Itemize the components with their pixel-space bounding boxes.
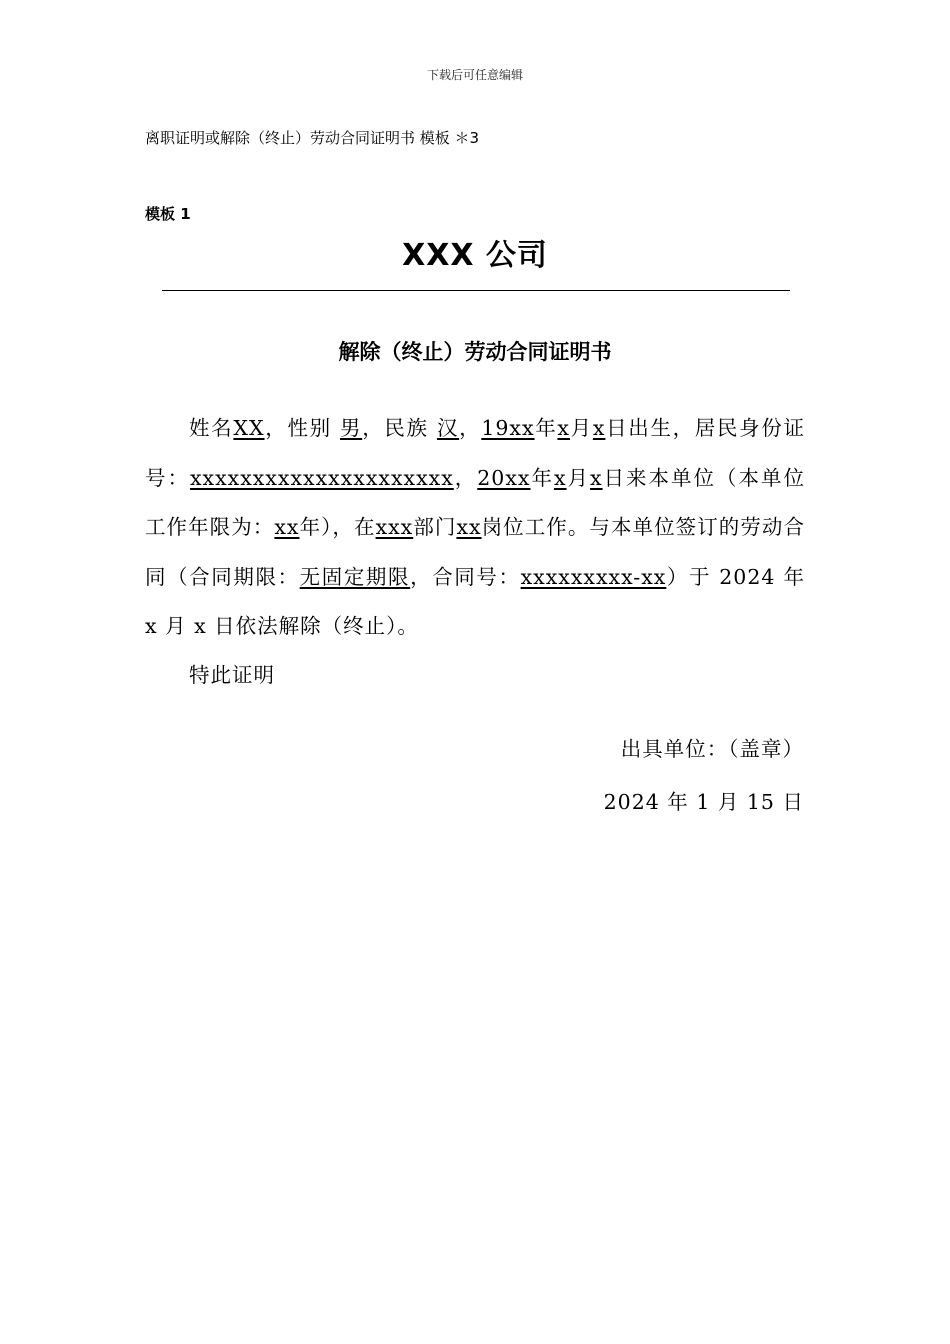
body-text-segment: ，民族 xyxy=(362,416,437,440)
birth-day-field: x xyxy=(592,416,606,440)
issuer-stamp-line: 出具单位：（盖章） xyxy=(620,737,804,761)
body-text-segment: ）于 2024 年 x 月 x 日依法解除（终止）。 xyxy=(145,564,806,638)
body-text-segment: 岗位工作。与本单位签订的劳动合同（合同期限： xyxy=(145,515,805,589)
employee-name-field: XX xyxy=(233,416,265,440)
birth-year-field: 19xx xyxy=(481,416,535,440)
company-name: XXX 公司 xyxy=(402,238,548,273)
body-text-segment: ， xyxy=(459,416,482,440)
join-day-field: x xyxy=(590,465,603,490)
body-text-segment: 部门 xyxy=(413,515,457,539)
document-title: 离职证明或解除（终止）劳动合同证明书 模板 ＊3 xyxy=(145,129,480,147)
header-divider xyxy=(162,290,790,291)
body-text-segment: 年 xyxy=(534,416,558,440)
body-text-segment: 年），在 xyxy=(299,515,376,539)
body-text-segment: 年 xyxy=(530,465,554,490)
template-label: 模板 1 xyxy=(145,205,191,223)
body-text-segment: ，合同号： xyxy=(410,564,521,589)
body-text-segment: 姓名 xyxy=(189,416,234,440)
gender-field: 男 xyxy=(340,416,363,440)
department-field: xxx xyxy=(375,515,414,539)
contract-term-field: 无固定期限 xyxy=(299,564,411,589)
body-text-segment: 月 xyxy=(569,416,593,440)
closing-statement: 特此证明 xyxy=(189,663,275,687)
issue-date: 2024 年 1 月 15 日 xyxy=(603,790,804,814)
join-year-field: 20xx xyxy=(477,465,531,490)
body-text-segment: ，性别 xyxy=(264,416,340,440)
contract-number-field: xxxxxxxxx-xx xyxy=(520,564,667,589)
ethnicity-field: 汉 xyxy=(436,416,460,440)
certificate-body xyxy=(145,404,805,652)
body-text-segment: 月 xyxy=(566,465,591,490)
years-of-service-field: xx xyxy=(274,515,300,539)
body-text-segment: 日出生，居民身份证号： xyxy=(145,416,806,490)
id-number-field: xxxxxxxxxxxxxxxxxxxxx xyxy=(189,465,454,490)
body-text-segment: ， xyxy=(453,465,478,490)
position-field: xx xyxy=(456,515,482,539)
body-text-segment: 日来本单位（本单位工作年限为： xyxy=(145,465,806,539)
header-note: 下载后可任意编辑 xyxy=(426,68,523,82)
birth-month-field: x xyxy=(557,416,570,440)
certificate-title: 解除（终止）劳动合同证明书 xyxy=(338,340,612,364)
join-month-field: x xyxy=(553,465,567,490)
